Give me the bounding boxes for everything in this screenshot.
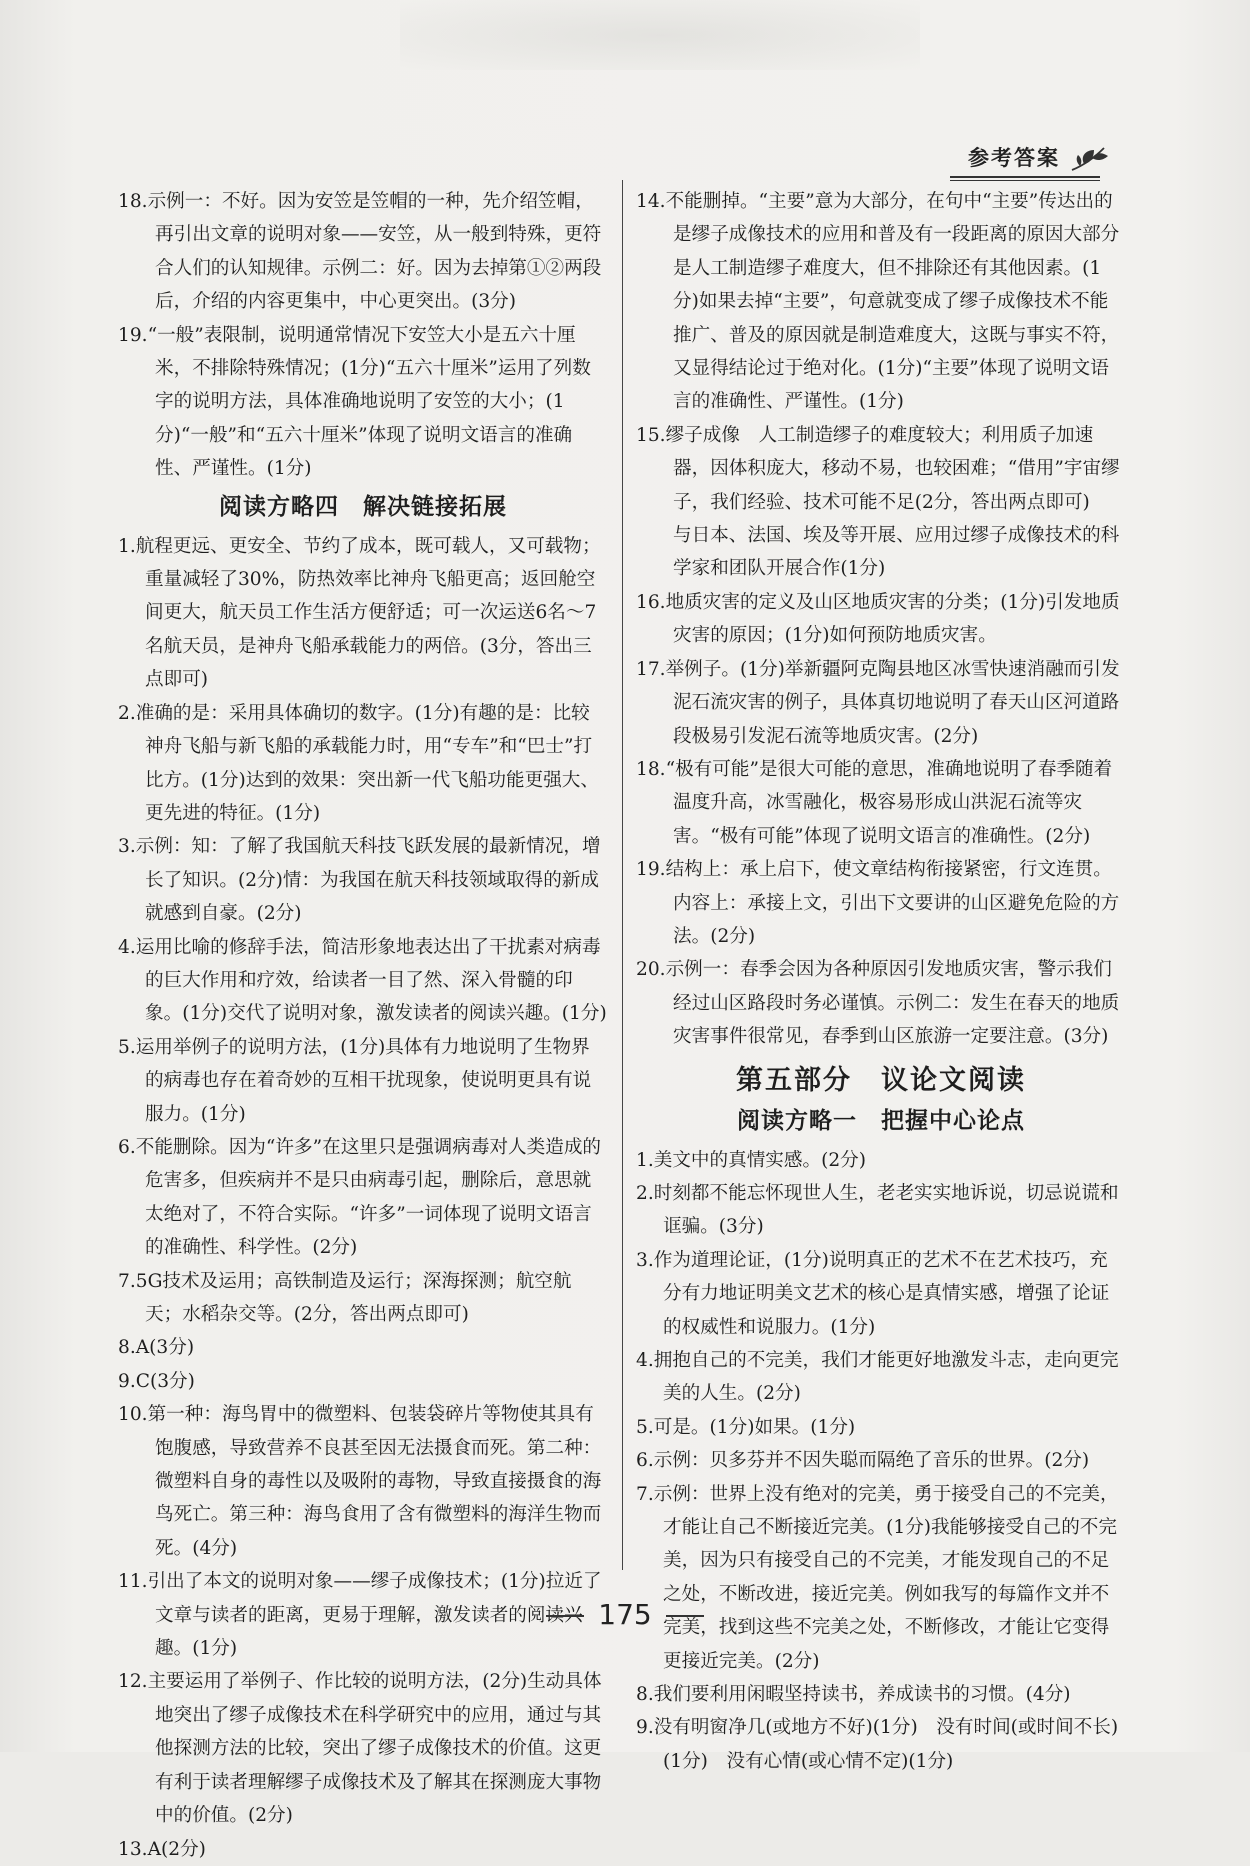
column-divider <box>622 180 623 1570</box>
answer-item: 9.没有明窗净几(或地方不好)(1分) 没有时间(或时间不长)(1分) 没有心情(或心情不定)(1分) <box>636 1717 1119 1772</box>
answer-item: 14.不能删掉。“主要”意为大部分，在句中“主要”传达出的是缪子成像技术的应用和普及有一段距离的原因大部分是人工制造缪子难度大，但不排除还有其他因素。(1分)如果去掉“主要”，句意就变成了缪子成像技术不能推广、普及的原因就是制造难度大，这既与事实不符，又显得结论过于绝对化。(1分)“主要”体现了说明文语言的准确性、严谨性。(1分) <box>636 191 1120 413</box>
section-title: 阅读方略一 把握中心论点 <box>737 1107 1025 1134</box>
answer-item: 6.示例：贝多芬并不因失聪而隔绝了音乐的世界。(2分) <box>636 1450 1090 1472</box>
answer-item: 17.举例子。(1分)举新疆阿克陶县地区冰雪快速消融而引发泥石流灾害的例子，具体真切地说明了春天山区河道路段极易引发泥石流等地质灾害。(2分) <box>636 658 1120 747</box>
answer-item: 18.示例一：不好。因为安笠是笠帽的一种，先介绍笠帽，再引出文章的说明对象——安笠，从一般到特殊，更符合人们的认知规律。示例二：好。因为去掉第①②两段后，介绍的内容更集中，中心更突出。(3分) <box>118 191 602 313</box>
answer-item: 3.作为道理论证，(1分)说明真正的艺术不在艺术技巧，充分有力地证明美文艺术的核心是真情实感，增强了论证的权威性和说服力。(1分) <box>636 1249 1110 1338</box>
answer-item: 19.结构上：承上启下，使文章结构衔接紧密，行文连贯。内容上：承接上文，引出下文要讲的山区避免危险的方法。(2分) <box>636 859 1120 947</box>
leaf-icon <box>1070 144 1110 174</box>
answer-item: 12.主要运用了举例子、作比较的说明方法，(2分)生动具体地突出了缪子成像技术在科学研究中的应用，通过与其他探测方法的比较，突出了缪子成像技术的价值。这更有利于读者理解缪子成像技术及了解其在探测庞大事物中的价值。(2分) <box>118 1671 602 1827</box>
page-number-dash-right <box>666 1615 704 1617</box>
answer-item: 6.不能删除。因为“许多”在这里只是强调病毒对人类造成的危害多，但疾病并不是只由病毒引起，删除后，意思就太绝对了，不符合实际。“许多”一词体现了说明文语言的准确性、科学性。(2分) <box>118 1136 602 1259</box>
answer-item: 15.缪子成像 人工制造缪子的难度较大；利用质子加速器，因体积庞大，移动不易，也较困难；“借用”宇宙缪子，我们经验、技术可能不足(2分，答出两点即可) 与日本、法国、埃及等开展、应用过缪子成像技术的科学家和团队开展合作(1分) <box>636 424 1120 580</box>
answer-item: 5.运用举例子的说明方法，(1分)具体有力地说明了生物界的病毒也存在着奇妙的互相干扰现象，使说明更具有说服力。(1分) <box>118 1036 592 1125</box>
part-title: 第五部分 议论文阅读 <box>736 1064 1026 1096</box>
answer-item: 1.美文中的真情实感。(2分) <box>636 1149 867 1171</box>
answer-item: 3.示例：知：了解了我国航天科技飞跃发展的最新情况，增长了知识。(2分)情：为我国在航天科技领域取得的新成就感到自豪。(2分) <box>118 836 601 925</box>
right-column <box>636 185 1126 1778</box>
header-rule <box>950 176 1100 178</box>
answer-item: 18.“极有可能”是很大可能的意思，准确地说明了春季随着温度升高，冰雪融化，极容易形成山洪泥石流等灾害。“极有可能”体现了说明文语言的准确性。(2分) <box>636 758 1113 847</box>
section-title: 阅读方略四 解决链接拓展 <box>219 493 507 520</box>
answer-item: 4.运用比喻的修辞手法，简洁形象地表达出了干扰素对病毒的巨大作用和疗效，给读者一目了然、深入骨髓的印象。(1分)交代了说明对象，激发读者的阅读兴趣。(1分) <box>118 936 607 1025</box>
answer-item: 8.A(3分) <box>118 1337 195 1359</box>
answer-item: 2.时刻都不能忘怀现世人生，老老实实地诉说，切忌说谎和诓骗。(3分) <box>636 1182 1119 1238</box>
answer-item: 16.地质灾害的定义及山区地质灾害的分类；(1分)引发地质灾害的原因；(1分)如何预防地质灾害。 <box>636 591 1120 647</box>
answer-item: 1.航程更远、更安全、节约了成本，既可载人，又可载物；重量减轻了30%，防热效率比神舟飞船更高；返回舱空间更大，航天员工作生活方便舒适；可一次运送6名～7名航天员，是神舟飞船承载能力的两倍。(3分，答出三点即可) <box>118 535 601 691</box>
page-number-dash-left <box>546 1615 584 1617</box>
answer-item: 20.示例一：春季会因为各种原因引发地质灾害，警示我们经过山区路段时务必谨慎。示例二：发生在春天的地质灾害事件很常见，春季到山区旅游一定要注意。(3分) <box>636 959 1120 1048</box>
answer-item: 13.A(2分) <box>118 1838 206 1860</box>
answer-item: 2.准确的是：采用具体确切的数字。(1分)有趣的是：比较神舟飞船与新飞船的承载能力时，用“专车”和“巴士”打比方。(1分)达到的效果：突出新一代飞船功能更强大、更先进的特征。(1分) <box>118 702 599 824</box>
page-number-text: 175 <box>598 1598 652 1631</box>
page-header <box>958 142 1110 175</box>
header-title: 参考答案 <box>968 146 1060 170</box>
answer-item: 10.第一种：海鸟胃中的微塑料、包装袋碎片等物使其具有饱腹感，导致营养不良甚至因无法摄食而死。第二种：微塑料自身的毒性以及吸附的毒物，导致直接摄食的海鸟死亡。第三种：海鸟食用了含有微塑料的海洋生物而死。(4分) <box>118 1404 602 1559</box>
header-rule-thin <box>950 180 1100 181</box>
page-number <box>520 1598 730 1631</box>
answer-item: 19.“一般”表限制，说明通常情况下安笠大小是五六十厘米，不排除特殊情况；(1分)“五六十厘米”运用了列数字的说明方法，具体准确地说明了安笠的大小；(1分)“一般”和“五六十厘米”体现了说明文语言的准确性、严谨性。(1分) <box>118 324 591 480</box>
answer-item: 11.引出了本文的说明对象——缪子成像技术；(1分)拉近了文章与读者的距离，更易于理解，激发读者的阅读兴趣。(1分) <box>118 1571 602 1660</box>
answer-item: 7.示例：世界上没有绝对的完美，勇于接受自己的不完美，才能让自己不断接近完美。(1分)我能够接受自己的不完美，因为只有接受自己的不完美，才能发现自己的不足之处，不断改进，接近完美。例如我写的每篇作文并不完美，找到这些不完美之处，不断修改，才能让它变得更接近完美。(2分) <box>636 1483 1119 1672</box>
scan-smudge <box>400 0 920 70</box>
answer-item: 9.C(3分) <box>118 1370 195 1392</box>
answer-item: 8.我们要利用闲暇坚持读书，养成读书的习惯。(4分) <box>636 1684 1071 1706</box>
answer-item: 7.5G技术及运用；高铁制造及运行；深海探测；航空航天；水稻杂交等。(2分，答出两点即可) <box>118 1270 572 1325</box>
answer-item: 4.拥抱自己的不完美，我们才能更好地激发斗志，走向更完美的人生。(2分) <box>636 1350 1119 1405</box>
answer-item: 5.可是。(1分)如果。(1分) <box>636 1416 856 1438</box>
